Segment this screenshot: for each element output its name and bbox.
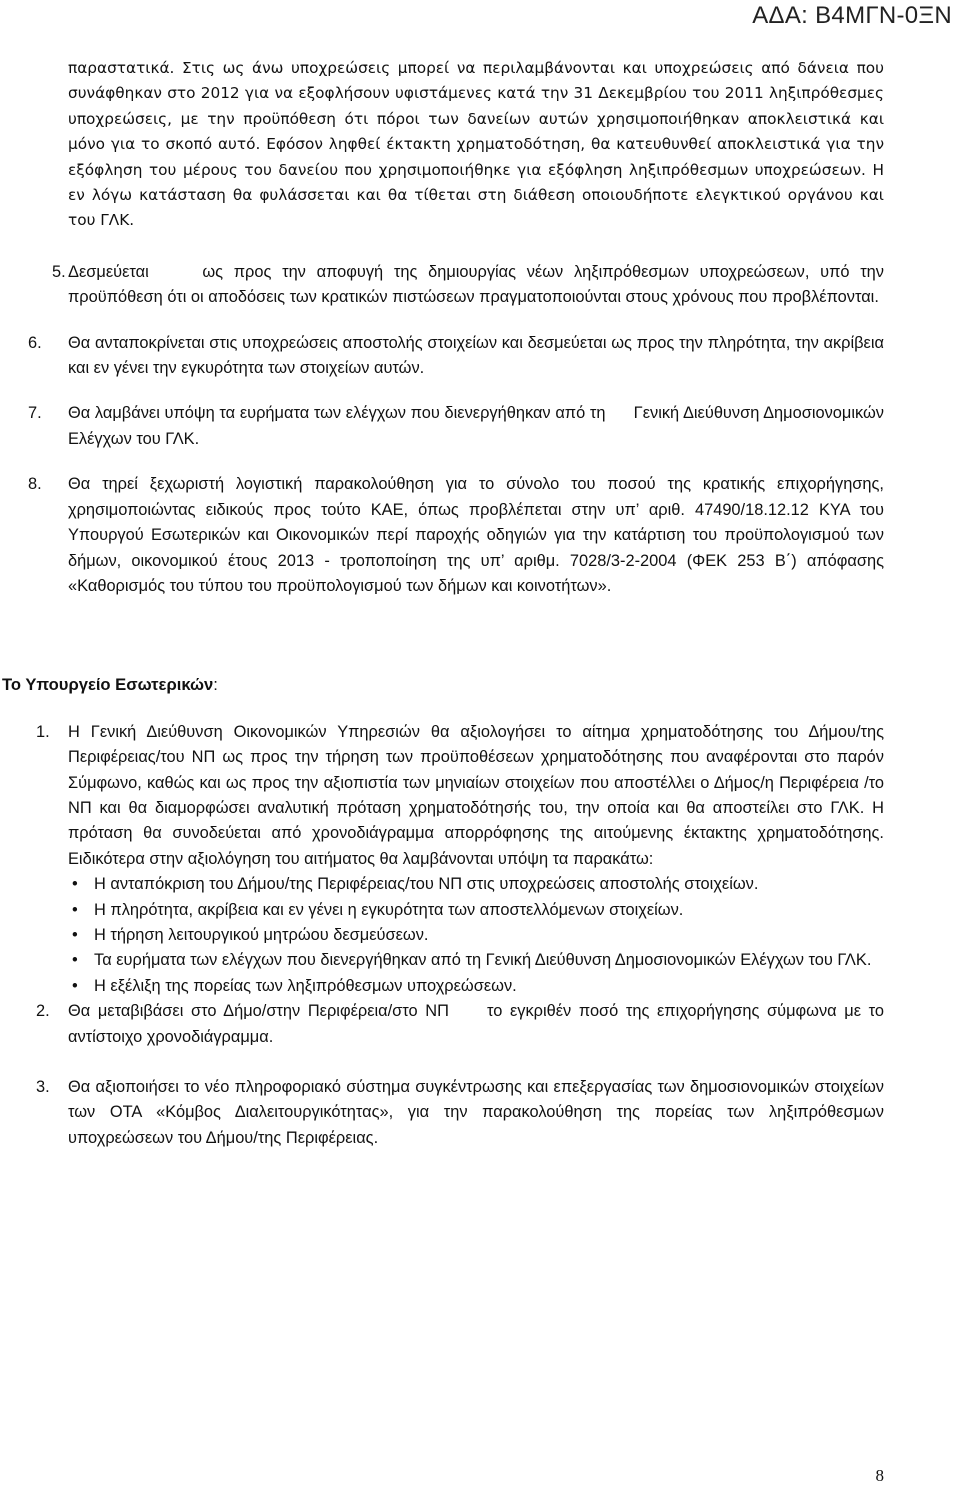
criteria-list (68, 872, 884, 999)
item-3: 3. Θα αξιοποιήσει το νέο πληροφοριακό σύστημα συγκέντρωσης και επεξεργασίας των δημοσιονομικών στοιχείων των ΟΤΑ «Κόμβος Διαλειτουργικότητας», για την παρακολούθηση της πορείας των ληξιπρόθεσμων υποχρεώσεων του Δήμου/της Περιφέρειας. (36, 1078, 884, 1147)
item-text: Δεσμεύεται ως προς την αποφυγή της δημιουργίας νέων ληξιπρόθεσμων υποχρεώσεων, υπό την προϋπόθεση ότι οι αποδόσεις των κρατικών πιστώσεων πραγματοποιούνται στους χρόνους που προβλέπονται. (68, 262, 889, 307)
list-item (68, 974, 884, 999)
list-item-text: Τα ευρήματα των ελέγχων που διενεργήθηκαν από τη Γενική Διεύθυνση Δημοσιονομικών Ελέγχων του ΓΛΚ. (94, 951, 872, 970)
item-text: Θα αξιοποιήσει το νέο πληροφοριακό σύστημα συγκέντρωσης και επεξεργασίας των δημοσιονομικών στοιχείων των ΟΤΑ «Κόμβος Διαλειτουργικότητας», για την παρακολούθηση της πορείας των ληξιπρόθεσμων υποχρεώσεων του Δήμου/της Περιφέρειας. (68, 1078, 884, 1147)
bullet-icon: • (72, 925, 78, 944)
item-2: 2. Θα μεταβιβάσει στο Δήμο/στην Περιφέρεια/στο ΝΠ το εγκριθέν ποσό της επιχορήγησης σύμφωνα με το αντίστοιχο χρονοδιάγραμμα. (36, 1002, 889, 1046)
section-title-colon: : (213, 675, 218, 695)
item-text: Θα λαμβάνει υπόψη τα ευρήματα των ελέγχων που διενεργήθηκαν από τη Γενική Διεύθυνση Δημοσιονομικών Ελέγχων του ΓΛΚ. (68, 404, 889, 448)
item-7: 7. Θα λαμβάνει υπόψη τα ευρήματα των ελέγχων που διενεργήθηκαν από τη Γενική Διεύθυνση Δημοσιονομικών Ελέγχων του ΓΛΚ. (28, 404, 889, 448)
bullet-icon: • (72, 976, 78, 995)
page-number: 8 (875, 1466, 884, 1485)
item-text: Η Γενική Διεύθυνση Οικονομικών Υπηρεσιών θα αξιολογήσει το αίτημα χρηματοδότησης του Δήμου/της Περιφέρειας/του ΝΠ ως προς την τήρηση των προϋποθέσεων χρηματοδότησης που αναφέρονται στο παρόν Σύμφωνο, καθώς και ως προς την αξιοπιστία των μηνιαίων στοιχείων που αποστέλλει ο Δήμος/η Περιφέρεια /το ΝΠ και θα διαμορφώσει αναλυτική πρόταση χρηματοδότησής του, την οποία και θα αποστείλει στο ΓΛΚ. Η πρόταση θα συνοδεύεται από χρονοδιάγραμμα απορρόφησης της αιτούμενης έκτακτης χρηματοδότησης. Ειδικότερα στην αξιολόγηση του αιτήματος θα λαμβάνονται υπόψη τα παρακάτω: (68, 722, 884, 868)
item-5: 5. Δεσμεύεται ως προς την αποφυγή της δημιουργίας νέων ληξιπρόθεσμων υποχρεώσεων, υπό την προϋπόθεση ότι οι αποδόσεις των κρατικών πιστώσεων πραγματοποιούνται στους χρόνους που προβλέπονται. (52, 262, 889, 307)
list-item (68, 948, 884, 973)
list-item (68, 923, 884, 948)
item-6: 6. Θα ανταποκρίνεται στις υποχρεώσεις αποστολής στοιχείων και δεσμεύεται ως προς την πληρότητα, την ακρίβεια και εν γένει την εγκυρότητα των στοιχείων αυτών. (28, 333, 884, 378)
list-item-text: Η πληρότητα, ακρίβεια και εν γένει η εγκυρότητα των αποστελλόμενων στοιχείων. (94, 900, 684, 919)
document-body (2, 56, 889, 1151)
item-text: Θα ανταποκρίνεται στις υποχρεώσεις αποστολής στοιχείων και δεσμεύεται ως προς την πληρότητα, την ακρίβεια και εν γένει την εγκυρότητα των στοιχείων αυτών. (68, 333, 884, 378)
ada-code: ΑΔΑ: Β4ΜΓΝ-0ΞΝ (752, 2, 952, 29)
list-item-text: Η εξέλιξη της πορείας των ληξιπρόθεσμων υποχρεώσεων. (94, 976, 517, 995)
item-8: 8. Θα τηρεί ξεχωριστή λογιστική παρακολούθηση για το σύνολο του ποσού της κρατικής επιχορήγησης, χρησιμοποιώντας ειδικούς προς τούτο ΚΑΕ, όπως προβλέπεται στην υπ’ αριθ. 47490/18.12.12 ΚΥΑ του Υπουργού Εσωτερικών και Οικονομικών περί παροχής οδηγιών για την κατάρτιση του προϋπολογισμού των δήμων, οικονομικού έτους 2013 - τροποποίηση της υπ’ αριθμ. 7028/3-2-2004 (ΦΕΚ 253 Β΄) απόφασης «Καθορισμός του τύπου του προϋπολογισμού των δήμων και κοινοτήτων». (28, 475, 884, 595)
item-1: 1. Η Γενική Διεύθυνση Οικονομικών Υπηρεσιών θα αξιολογήσει το αίτημα χρηματοδότησης του Δήμου/της Περιφέρειας/του ΝΠ ως προς την τήρηση των προϋποθέσεων χρηματοδότησης που αναφέρονται στο παρόν Σύμφωνο, καθώς και ως προς την αξιοπιστία των μηνιαίων στοιχείων που αποστέλλει ο Δήμος/η Περιφέρεια /το ΝΠ και θα διαμορφώσει αναλυτική πρόταση χρηματοδότησής του, την οποία και θα αποστείλει στο ΓΛΚ. Η πρόταση θα συνοδεύεται από χρονοδιάγραμμα απορρόφησης της αιτούμενης έκτακτης χρηματοδότησης. Ειδικότερα στην αξιολόγηση του αιτήματος θα λαμβάνονται υπόψη τα παρακάτω: (36, 722, 884, 868)
bullet-icon: • (72, 900, 78, 919)
bullet-icon: • (72, 951, 78, 970)
list-item (68, 872, 884, 897)
intro-paragraph: παραστατικά. Στις ως άνω υποχρεώσεις μπορεί να περιλαμβάνονται και υποχρεώσεις από δάνεια που συνάφθηκαν στο 2012 για να εξοφλήσουν υφιστάμενες κατά την 31 Δεκεμβρίου του 2011 ληξιπρόθεσμες υποχρεώσεις, με την προϋπόθεση ότι πόροι των δανείων αυτών χρησιμοποιήθηκαν αποκλειστικά και μόνο για το σκοπό αυτό. Εφόσον ληφθεί έκτακτη χρηματοδότηση, θα κατευθυνθεί αποκλειστικά για την εξόφληση του μέρους του δανείου που χρησιμοποιήθηκε για εξόφληση ληξιπρόθεσμων υποχρεώσεων. Η εν λόγω κατάσταση θα φυλάσσεται και θα τίθεται στη διάθεση οποιουδήποτε ελεγκτικού οργάνου και του ΓΛΚ. (68, 59, 884, 230)
item-text: Θα τηρεί ξεχωριστή λογιστική παρακολούθηση για το σύνολο του ποσού της κρατικής επιχορήγησης, χρησιμοποιώντας ειδικούς προς τούτο ΚΑΕ, όπως προβλέπεται στην υπ’ αριθ. 47490/18.12.12 ΚΥΑ του Υπουργού Εσωτερικών και Οικονομικών περί παροχής οδηγιών για την κατάρτιση του προϋπολογισμού των δήμων, οικονομικού έτους 2013 - τροποποίηση της υπ’ αριθμ. 7028/3-2-2004 (ΦΕΚ 253 Β΄) απόφασης «Καθορισμός του τύπου του προϋπολογισμού των δήμων και κοινοτήτων». (68, 475, 884, 595)
bullet-icon: • (72, 875, 78, 894)
list-item (68, 898, 884, 923)
item-text: Θα μεταβιβάσει στο Δήμο/στην Περιφέρεια/στο ΝΠ το εγκριθέν ποσό της επιχορήγησης σύμφωνα με το αντίστοιχο χρονοδιάγραμμα. (68, 1002, 889, 1046)
list-item-text: Η ανταπόκριση του Δήμου/της Περιφέρειας/του ΝΠ στις υποχρεώσεις αποστολής στοιχείων. (94, 875, 759, 894)
section-title (2, 672, 884, 697)
list-item-text: Η τήρηση λειτουργικού μητρώου δεσμεύσεων. (94, 925, 429, 944)
section-title-text: Το Υπουργείο Εσωτερικών (2, 675, 214, 695)
